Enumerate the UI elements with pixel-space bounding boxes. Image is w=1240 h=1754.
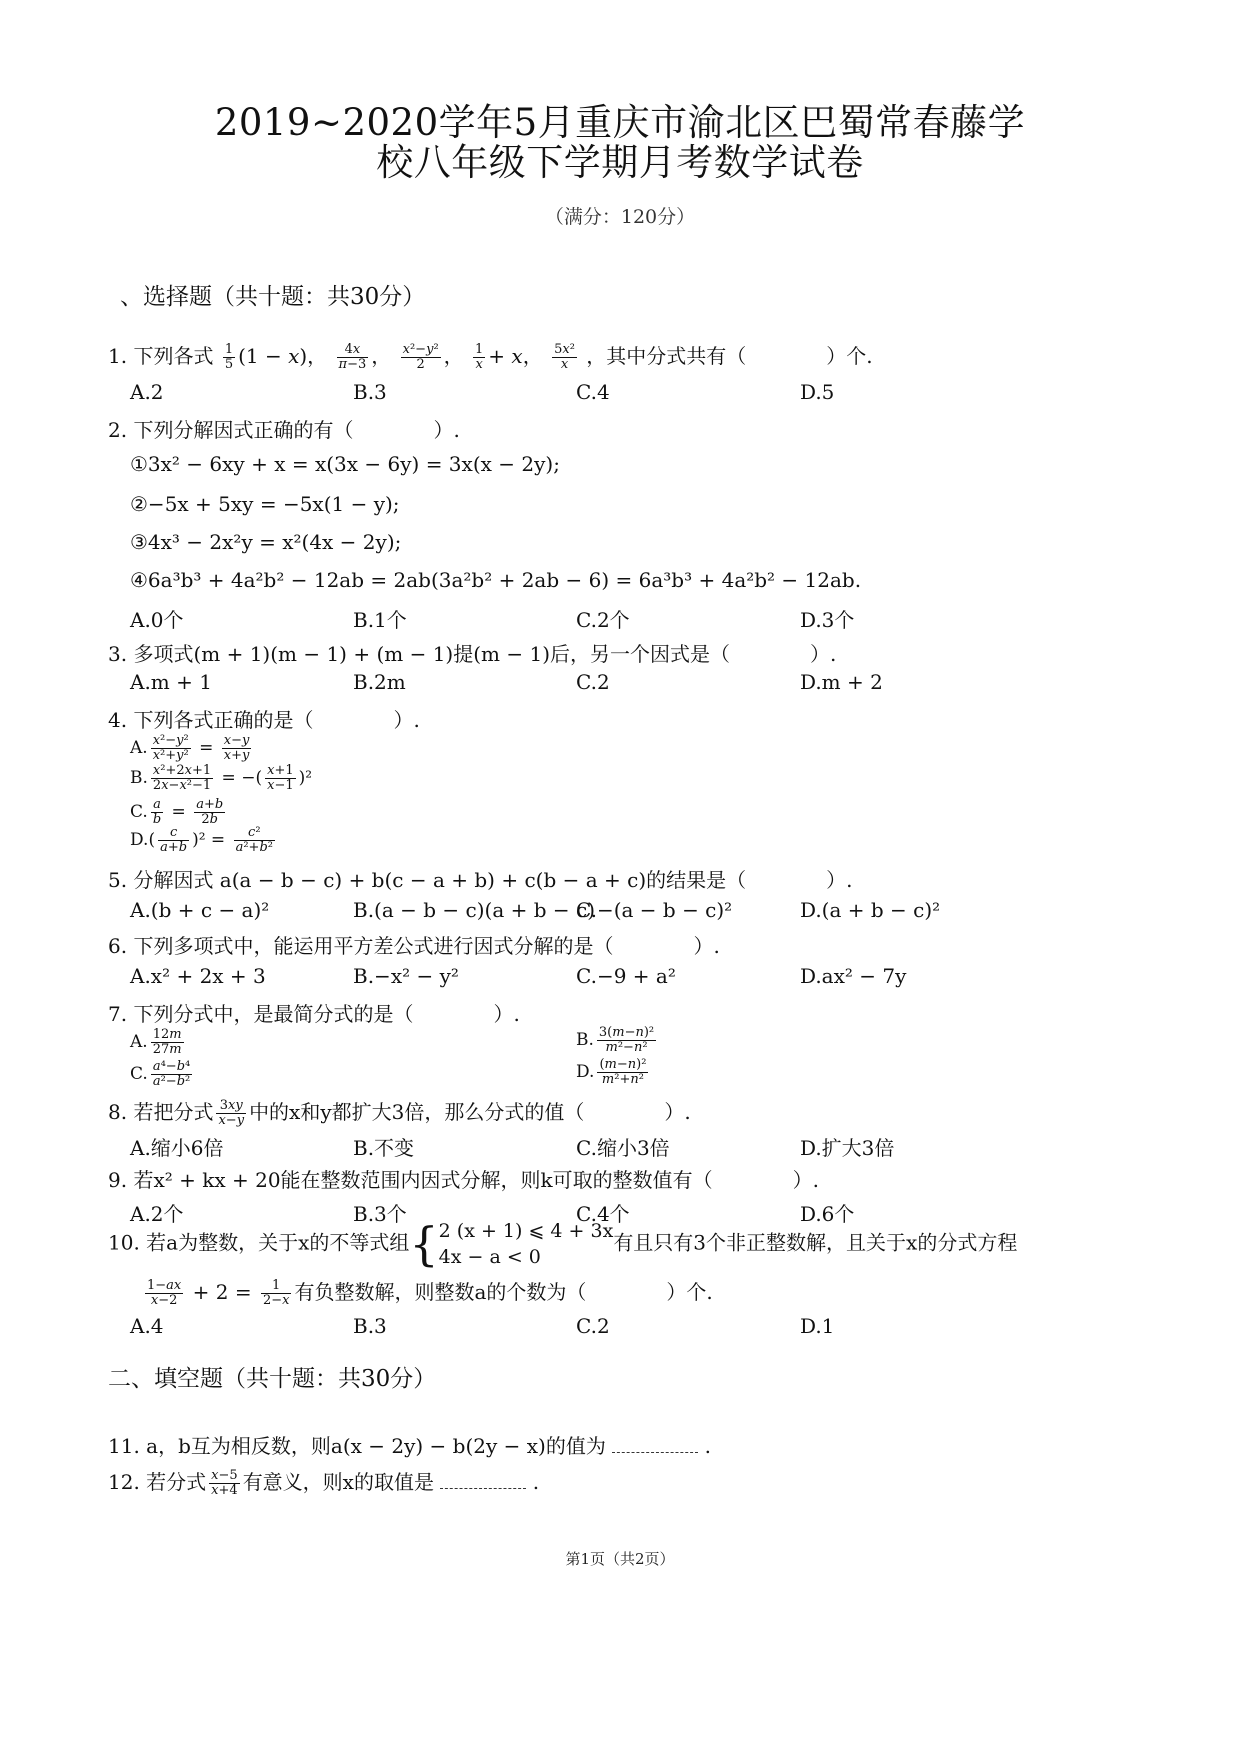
option-b: B.1个 (353, 608, 407, 632)
question-text: 中的x和y都扩大3倍，那么分式的值（ (249, 1100, 585, 1124)
question-number: 11. (108, 1434, 140, 1458)
option-d: D.(a + b − c)² (800, 898, 941, 922)
option-c: C.4 (576, 380, 610, 404)
question-close: ）. (393, 708, 420, 732)
question-10-cont: $\frac{1-ax}{x-2}$ + 2 = $\frac{1}{2-x}$ 有负整数解，则整数a的个数为（ ）个. (147, 1278, 713, 1308)
question-9 (108, 1164, 819, 1193)
question-text: 下列各式正确的是（ (133, 708, 314, 732)
option-b: B. $\frac{\text{3(m−n)²}}{\text{m²−n²}}$ (576, 1025, 655, 1055)
equation-item-4: ④6a³b³ + 4a²b² − 12ab = 2ab(3a²b² + 2ab − 6) = 6a³b³ + 4a²b² − 12ab. (130, 568, 862, 592)
math-fraction: $\frac{x-5}{x+4}$ (211, 1468, 238, 1498)
option-c: C.4个 (576, 1202, 630, 1226)
option-b: B.2m (353, 670, 406, 694)
question-close: ）. (433, 418, 460, 442)
question-text: 若分式 (146, 1470, 207, 1494)
question-10 (108, 1218, 1017, 1270)
option-b: B.不变 (353, 1136, 415, 1160)
math-fraction: $\frac{1}{x}$ (475, 342, 484, 372)
answer-blank[interactable] (612, 1452, 698, 1453)
option-a: A. $\frac{\text{x²−y²}}{\text{x²+y²}}$ = $\frac{x-y}{x+y}$ (130, 733, 250, 763)
page-title-line2: 校八年级下学期月考数学试卷 (376, 141, 864, 184)
question-text: 有且只有3个非正整数解，且关于x的分式方程 (613, 1230, 1018, 1255)
math-fraction: $\frac{3xy}{x-y}$ (218, 1098, 245, 1128)
option-c: C. $\frac{\text{a⁴−b⁴}}{\text{a²−b²}}$ (130, 1059, 191, 1089)
question-number: 5. (108, 868, 128, 892)
question-text: ，其中分式共有（ (586, 344, 747, 368)
option-c: C.缩小3倍 (576, 1136, 670, 1160)
option-c: C. $\frac{a}{b}$ = $\frac{a+b}{2b}$ (130, 797, 224, 827)
question-text: 若a为整数，关于x的不等式组 (146, 1230, 410, 1255)
option-d: D. $\frac{\text{(m−n)²}}{\text{m²+n²}}$ (576, 1057, 647, 1087)
option-d: D.ax² − 7y (800, 964, 907, 988)
question-close: ）. (664, 1100, 691, 1124)
question-number: 6. (108, 934, 128, 958)
option-d: D.扩大3倍 (800, 1136, 895, 1160)
page-footer: 第1页（共2页） (565, 1550, 675, 1568)
question-text: 有意义，则x的取值是 (242, 1470, 434, 1494)
question-text: 分解因式 a(a − b − c) + b(c − a + b) + c(b − a + c)的结果是（ (133, 868, 747, 892)
brace: { (409, 1217, 439, 1271)
option-a: A.4 (130, 1314, 164, 1338)
option-b: B. $\frac{\text{x²+2x+1}}{\text{2x−x²−1}}$ = −( $\frac{x+1}{x-1}$ )² (130, 763, 313, 793)
math-fraction: $\frac{1}{5}$ (224, 342, 234, 372)
option-a: A.x² + 2x + 3 (130, 964, 266, 988)
math-fraction: $\frac{1}{2-x}$ (262, 1278, 290, 1308)
question-number: 3. (108, 642, 128, 666)
option-b: B.3 (353, 380, 387, 404)
question-close: ）个. (666, 1280, 713, 1304)
answer-blank[interactable] (440, 1488, 526, 1489)
question-8 (108, 1096, 691, 1128)
question-3 (108, 638, 836, 667)
option-d: D.6个 (800, 1202, 855, 1226)
option-d: D.m + 2 (800, 670, 883, 694)
option-a: A.0个 (130, 608, 184, 632)
question-close: ）. (826, 868, 853, 892)
question-4 (108, 704, 420, 733)
section-heading-choice: 、选择题（共十题：共30分） (120, 284, 426, 310)
option-d: D.3个 (800, 608, 855, 632)
option-c: C.2个 (576, 608, 630, 632)
equation-item-1: ①3x² − 6xy + x = x(3x − 6y) = 3x(x − 2y); (130, 452, 560, 476)
question-12: 12. 若分式 $\frac{x-5}{x+4}$ 有意义，则x的取值是 . (108, 1468, 540, 1498)
option-a: A. $\frac{12m}{27m}$ (130, 1027, 182, 1057)
question-text: 多项式(m + 1)(m − 1) + (m − 1)提(m − 1)后，另一个因式是（ (133, 642, 730, 666)
question-number: 8. (108, 1100, 128, 1124)
option-d: D.1 (800, 1314, 835, 1338)
option-a: A.(b + c − a)² (130, 898, 270, 922)
question-text: 下列分式中，是最简分式的是（ (133, 1002, 414, 1026)
option-d: D.( $\frac{c}{a+b}$ )² = $\frac{\text{c²}}{\text{a²+b²}}$ (130, 825, 273, 855)
option-c: C.−(a − b − c)² (576, 898, 733, 922)
math-fraction: $\frac{\text{x²−y²}}{2}$ (402, 342, 439, 372)
option-b: B.3 (353, 1314, 387, 1338)
question-number: 7. (108, 1002, 128, 1026)
inequality-system: 2 (x + 1) ⩽ 4 + 3x 4x − a < 0 (438, 1220, 614, 1268)
option-c: C.2 (576, 670, 610, 694)
math-fraction: $\frac{4x}{\pi-3}$ (338, 342, 367, 372)
question-number: 12. (108, 1470, 140, 1494)
option-a: A.缩小6倍 (130, 1136, 224, 1160)
section-heading-fill: 二、填空题（共十题：共30分） (108, 1366, 437, 1392)
question-close: ）. (493, 1002, 520, 1026)
question-number: 4. (108, 708, 128, 732)
question-text: a，b互为相反数，则a(x − 2y) − b(2y − x)的值为 (146, 1434, 606, 1458)
option-a: A.2 (130, 380, 164, 404)
question-number: 10. (108, 1230, 140, 1255)
option-b: B.−x² − y² (353, 964, 459, 988)
question-close: ）. (792, 1168, 820, 1192)
page-title: 2019~2020学年5月重庆市渝北区巴蜀常春藤学 (214, 101, 1026, 144)
question-5 (108, 864, 852, 893)
question-text: 若把分式 (133, 1100, 214, 1124)
question-text: 若x² + kx + 20能在整数范围内因式分解，则k可取的整数值有（ (133, 1168, 713, 1192)
question-number: 2. (108, 418, 128, 442)
question-7 (108, 998, 520, 1027)
math-fraction: $\frac{1-ax}{x-2}$ (147, 1278, 182, 1308)
option-c: C.2 (576, 1314, 610, 1338)
question-text: 下列多项式中，能运用平方差公式进行因式分解的是（ (133, 934, 614, 958)
option-a: A.m + 1 (130, 670, 212, 694)
question-number: 9. (108, 1168, 128, 1192)
question-close: ）. (693, 934, 720, 958)
question-11: 11. a，b互为相反数，则a(x − 2y) − b(2y − x)的值为 . (108, 1434, 711, 1458)
equation-item-3: ③4x³ − 2x²y = x²(4x − 2y); (130, 530, 402, 554)
question-close: ）. (810, 642, 837, 666)
question-2 (108, 414, 460, 443)
math-fraction: $\frac{\text{5x²}}{x}$ (554, 342, 575, 372)
full-score: （满分：120分） (544, 206, 696, 228)
option-d: D.5 (800, 380, 835, 404)
option-b: B.3个 (353, 1202, 407, 1226)
option-b: B.(a − b − c)(a + b − c) (353, 898, 596, 922)
question-text: 有负整数解，则整数a的个数为（ (294, 1280, 587, 1304)
option-c: C.−9 + a² (576, 964, 676, 988)
question-text: ）个. (826, 344, 873, 368)
question-6 (108, 930, 720, 959)
equation-item-2: ②−5x + 5xy = −5x(1 − y); (130, 492, 400, 516)
question-number: 1. (108, 344, 128, 368)
question-1: 1. 下列各式 $\frac{1}{5}$ (1 − x)， $\frac{4x}{\pi-3}$ ， $\frac{\text{x²−y²}}{2}$ ， $\frac{1}{x}$ + x， $\frac{\text{5x²}}{x}$ ，其中分式共有（ ）个. (108, 342, 873, 372)
question-text: 下列分解因式正确的有（ (133, 418, 354, 442)
question-text: 下列各式 (133, 344, 214, 368)
option-a: A.2个 (130, 1202, 184, 1226)
